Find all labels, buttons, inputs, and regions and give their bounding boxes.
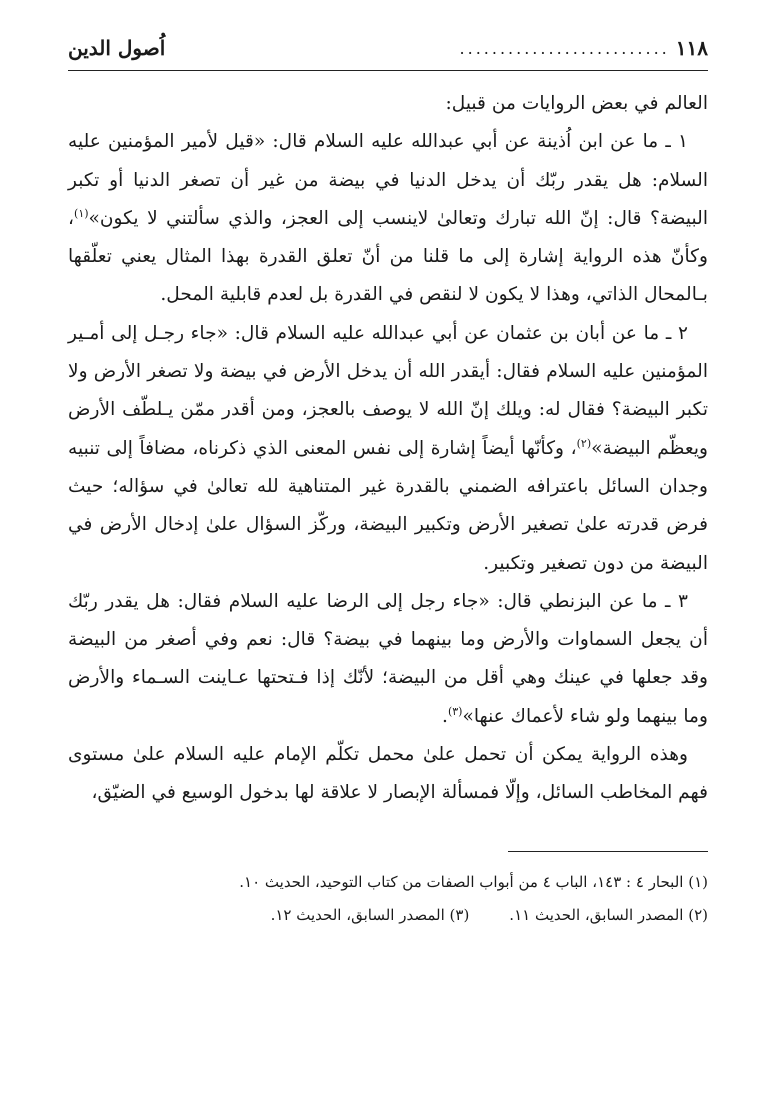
footnote-row [68, 899, 708, 932]
running-title: اُصول الدين [68, 36, 166, 60]
narration-1-quote: ١ ـ ما عن ابن اُذينة عن أبي عبدالله عليه السلام قال: «قيل لأمير المؤمنين عليه السلام: هل يقدر ربّك أن يدخل الدنيا في بيضة من غير أن تصغر الدنيا أو تكبر البيضة؟ قال: إنّ الله تبارك وتعالىٰ لاينسب إلى العجز، والذي سألتني لا يكون» [68, 131, 708, 229]
page-number: ١١٨ [675, 36, 708, 60]
narration-2 [68, 315, 708, 583]
footnote-ref-1: (١) [74, 206, 89, 220]
footnote-separator [508, 851, 708, 852]
body-text [68, 85, 708, 813]
footnote-ref-2: (٢) [576, 436, 592, 450]
footnote-3: (٣) المصدر السابق، الحديث ١٢. [270, 905, 470, 924]
page-header [68, 28, 708, 71]
narration-3-quote: ٣ ـ ما عن البزنطي قال: «جاء رجل إلى الرضا عليه السلام فقال: هل يقدر ربّك أن يجعل السماوات والأرض وما بينهما في بيضة؟ قال: نعم وفي أصغر من البيضة وقد جعلها في عينك وهي أقل من البيضة؛ لأنّك إذا فـتحتها عـاينت السـماء والأرض وما بينهما ولو شاء لأعماك عنها» [68, 590, 708, 727]
closing-paragraph: وهذه الرواية يمكن أن تحمل علىٰ محمل تكلّم الإمام عليه السلام علىٰ مستوى فهم المخاطب السائل، وإلّا فمسألة الإبصار لا علاقة لها بدخول الوسيع في الضيّق، [68, 744, 708, 804]
narration-2-quote: ٢ ـ ما عن أبان بن عثمان عن أبي عبدالله عليه السلام قال: «جاء رجـل إلى أمـير المؤمنين عليه السلام فقال: أيقدر الله أن يدخل الأرض في بيضة ولا تصغر الأرض ولا تكبر البيضة؟ فقال له: ويلك إنّ الله لا يوصف بالعجز، ومن أقدر ممّن يـلطّف الأرض ويعظّم البيضة» [68, 322, 709, 459]
intro-line: العالم في بعض الروايات من قبيل: [445, 93, 708, 114]
narration-2-comment: ، وكأنّها أيضاً إشارة إلى نفس المعنى الذي ذكرناه، مضافاً إلى تنبيه وجدان السائل باعترافه الضمني بالقدرة غير المتناهية لله تعالىٰ في سؤاله؛ حيث فرض قدرته علىٰ تصغير الأرض وتكبير البيضة، وركّز السؤال علىٰ إدخال الأرض في البيضة من دون تصغير وتكبير. [68, 437, 708, 574]
narration-1 [68, 123, 708, 314]
leader-dots: .......................... [459, 38, 670, 58]
book-page [68, 28, 708, 932]
narration-3: ٣ ـ ما عن البزنطي قال: «جاء رجل إلى الرضا عليه السلام فقال: هل يقدر ربّك أن يجعل السماوات والأرض وما بينهما في بيضة؟ قال: نعم وفي أصغر من البيضة وقد جعلها في عينك وهي أقل من البيضة؛ لأنّك إذا فـتحتها عـاينت السـماء والأرض وما بينهما ولو شاء لأعماك عنها»$^{(٣)}$. [68, 590, 708, 727]
footnote-2: (٢) المصدر السابق، الحديث ١١. [509, 905, 708, 924]
footnotes [68, 866, 708, 932]
footnote-1: (١) البحار ٤ : ١٤٣، الباب ٤ من أبواب الصفات من كتاب التوحيد، الحديث ١٠. [239, 872, 708, 891]
narration-1-comment: ، وكأنّ هذه الرواية إشارة إلى ما قلنا من أنّ تعلق القدرة بهذا المثال يعني تعلّقها بـالمحال الذاتي، وهذا لا يكون لا لنقص في القدرة بل لعدم قابلية المحل. [68, 207, 708, 306]
running-title-group [460, 36, 708, 60]
footnote-ref-3: (٣) [447, 704, 463, 718]
